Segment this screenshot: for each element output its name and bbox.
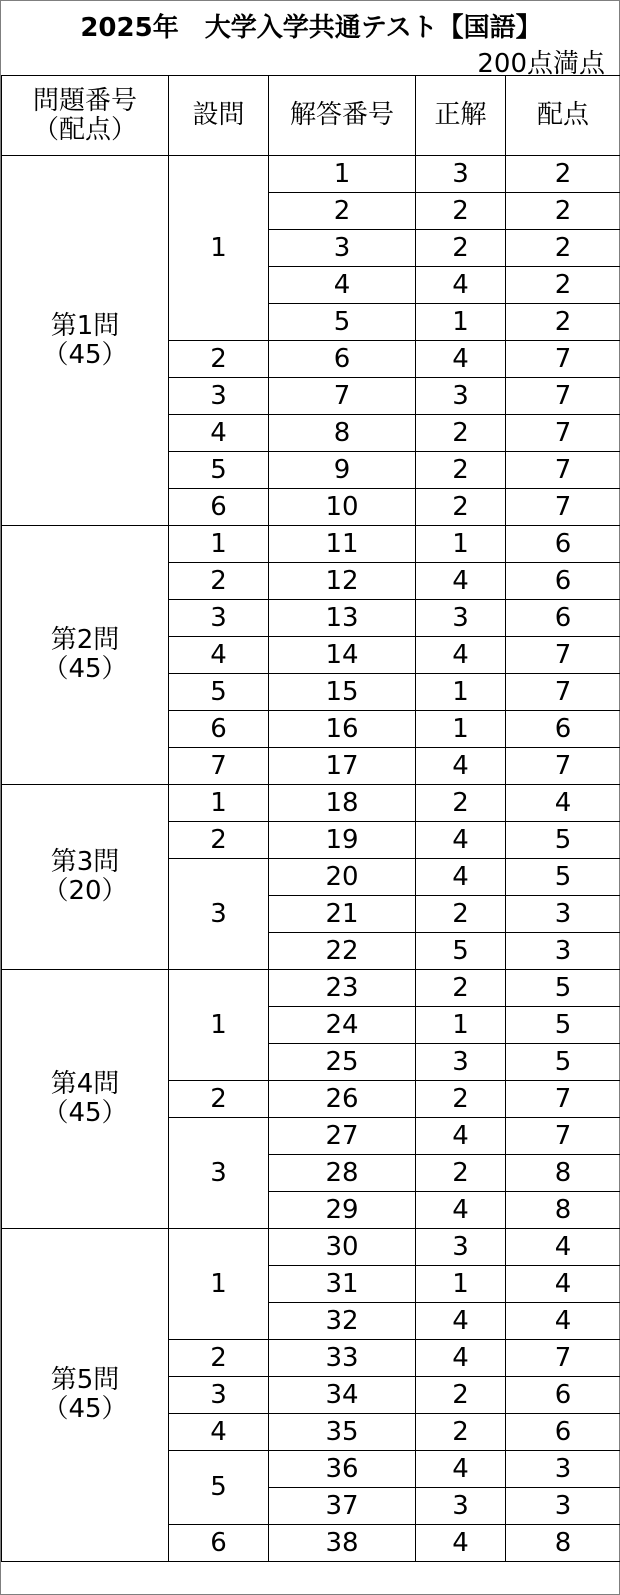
answer-number-cell: 24 (269, 1007, 416, 1044)
answer-number-cell: 2 (269, 193, 416, 230)
points-cell: 2 (506, 304, 620, 341)
setsumon-cell: 5 (169, 452, 269, 489)
setsumon-cell: 6 (169, 711, 269, 748)
correct-answer-cell: 4 (416, 859, 506, 896)
answer-number-cell: 35 (269, 1414, 416, 1451)
setsumon-cell: 7 (169, 748, 269, 785)
answer-number-cell: 7 (269, 378, 416, 415)
setsumon-cell: 3 (169, 1118, 269, 1229)
setsumon-cell: 1 (169, 970, 269, 1081)
answer-number-cell: 32 (269, 1303, 416, 1340)
answer-number-cell: 23 (269, 970, 416, 1007)
answer-number-cell: 20 (269, 859, 416, 896)
correct-answer-cell: 2 (416, 415, 506, 452)
points-cell: 7 (506, 415, 620, 452)
correct-answer-cell: 4 (416, 341, 506, 378)
correct-answer-cell: 4 (416, 267, 506, 304)
answer-number-cell: 10 (269, 489, 416, 526)
setsumon-cell: 3 (169, 859, 269, 970)
answer-number-cell: 16 (269, 711, 416, 748)
setsumon-cell: 1 (169, 156, 269, 341)
points-cell: 6 (506, 711, 620, 748)
setsumon-cell: 4 (169, 637, 269, 674)
points-cell: 5 (506, 1007, 620, 1044)
points-cell: 6 (506, 526, 620, 563)
setsumon-cell: 3 (169, 1377, 269, 1414)
answer-number-cell: 13 (269, 600, 416, 637)
answer-number-cell: 34 (269, 1377, 416, 1414)
points-cell: 7 (506, 489, 620, 526)
column-header-question (2, 76, 169, 156)
answer-number-cell: 8 (269, 415, 416, 452)
setsumon-cell: 5 (169, 1451, 269, 1525)
setsumon-cell: 3 (169, 378, 269, 415)
correct-answer-cell: 2 (416, 1155, 506, 1192)
correct-answer-cell: 4 (416, 1525, 506, 1562)
points-cell: 4 (506, 785, 620, 822)
points-cell: 7 (506, 1118, 620, 1155)
setsumon-cell: 2 (169, 341, 269, 378)
answer-number-cell: 21 (269, 896, 416, 933)
correct-answer-cell: 2 (416, 193, 506, 230)
answer-number-cell: 17 (269, 748, 416, 785)
answer-number-cell: 6 (269, 341, 416, 378)
answer-number-cell: 33 (269, 1340, 416, 1377)
correct-answer-cell: 3 (416, 1488, 506, 1525)
question-points: （45） (42, 339, 128, 370)
correct-answer-cell: 4 (416, 1340, 506, 1377)
question-points: （20） (42, 876, 128, 906)
answer-number-cell: 25 (269, 1044, 416, 1081)
points-cell: 3 (506, 933, 620, 970)
correct-answer-cell: 4 (416, 1451, 506, 1488)
points-cell: 7 (506, 748, 620, 785)
column-header-points: 配点 (506, 76, 620, 156)
correct-answer-cell: 2 (416, 896, 506, 933)
correct-answer-cell: 1 (416, 1266, 506, 1303)
points-cell: 2 (506, 193, 620, 230)
correct-answer-cell: 4 (416, 637, 506, 674)
table-row (2, 1229, 620, 1266)
answer-number-cell: 3 (269, 230, 416, 267)
answer-number-cell: 5 (269, 304, 416, 341)
table-row (2, 526, 620, 563)
setsumon-cell: 3 (169, 600, 269, 637)
question-label: 第1問 (50, 310, 120, 341)
correct-answer-cell: 3 (416, 156, 506, 193)
page-title: 2025年 大学入学共通テスト【国語】 (80, 13, 542, 43)
answer-number-cell: 11 (269, 526, 416, 563)
setsumon-cell: 2 (169, 1081, 269, 1118)
answer-table-body (2, 156, 620, 1562)
answer-number-cell: 31 (269, 1266, 416, 1303)
correct-answer-cell: 1 (416, 304, 506, 341)
column-header-question-label: 問題番号 (32, 85, 137, 116)
points-cell: 8 (506, 1155, 620, 1192)
setsumon-cell: 2 (169, 1340, 269, 1377)
points-cell: 2 (506, 267, 620, 304)
correct-answer-cell: 3 (416, 1044, 506, 1081)
answer-table (1, 75, 620, 1562)
points-cell: 7 (506, 1340, 620, 1377)
answer-number-cell: 29 (269, 1192, 416, 1229)
correct-answer-cell: 2 (416, 785, 506, 822)
question-label: 第4問 (50, 1069, 120, 1100)
points-cell: 5 (506, 970, 620, 1007)
answer-number-cell: 26 (269, 1081, 416, 1118)
question-label: 第5問 (50, 1365, 120, 1396)
correct-answer-cell: 4 (416, 1192, 506, 1229)
question-points: （45） (42, 654, 128, 684)
question-number-cell (2, 785, 169, 970)
table-row (2, 785, 620, 822)
points-cell: 2 (506, 230, 620, 267)
column-header-correct: 正解 (416, 76, 506, 156)
answer-number-cell: 38 (269, 1525, 416, 1562)
points-cell: 6 (506, 563, 620, 600)
correct-answer-cell: 2 (416, 1414, 506, 1451)
correct-answer-cell: 4 (416, 748, 506, 785)
question-points: （45） (42, 1098, 128, 1128)
setsumon-cell: 4 (169, 1414, 269, 1451)
setsumon-cell: 2 (169, 563, 269, 600)
answer-number-cell: 27 (269, 1118, 416, 1155)
answer-number-cell: 14 (269, 637, 416, 674)
total-score-label: 200点満点 (477, 49, 605, 79)
question-number-cell (2, 156, 169, 526)
points-cell: 6 (506, 1414, 620, 1451)
points-cell: 5 (506, 1044, 620, 1081)
correct-answer-cell: 4 (416, 1118, 506, 1155)
correct-answer-cell: 2 (416, 1081, 506, 1118)
answer-number-cell: 22 (269, 933, 416, 970)
points-cell: 7 (506, 452, 620, 489)
points-cell: 3 (506, 1451, 620, 1488)
correct-answer-cell: 1 (416, 674, 506, 711)
answer-number-cell: 1 (269, 156, 416, 193)
correct-answer-cell: 1 (416, 1007, 506, 1044)
points-cell: 7 (506, 341, 620, 378)
points-cell: 6 (506, 1377, 620, 1414)
correct-answer-cell: 1 (416, 711, 506, 748)
column-header-answer-number: 解答番号 (269, 76, 416, 156)
answer-number-cell: 15 (269, 674, 416, 711)
question-label: 第3問 (50, 847, 120, 878)
setsumon-cell: 5 (169, 674, 269, 711)
setsumon-cell: 6 (169, 1525, 269, 1562)
points-cell: 7 (506, 637, 620, 674)
correct-answer-cell: 2 (416, 970, 506, 1007)
points-cell: 8 (506, 1192, 620, 1229)
answer-number-cell: 4 (269, 267, 416, 304)
setsumon-cell: 4 (169, 415, 269, 452)
points-cell: 3 (506, 1488, 620, 1525)
points-cell: 7 (506, 674, 620, 711)
table-row (2, 156, 620, 193)
correct-answer-cell: 3 (416, 600, 506, 637)
correct-answer-cell: 2 (416, 452, 506, 489)
question-label: 第2問 (50, 625, 120, 656)
correct-answer-cell: 3 (416, 378, 506, 415)
question-number-cell (2, 526, 169, 785)
column-header-question-points: （配点） (32, 114, 137, 145)
answer-number-cell: 19 (269, 822, 416, 859)
answer-number-cell: 9 (269, 452, 416, 489)
correct-answer-cell: 4 (416, 822, 506, 859)
points-cell: 2 (506, 156, 620, 193)
setsumon-cell: 1 (169, 526, 269, 563)
correct-answer-cell: 2 (416, 230, 506, 267)
setsumon-cell: 6 (169, 489, 269, 526)
table-row (2, 970, 620, 1007)
setsumon-cell: 2 (169, 822, 269, 859)
points-cell: 6 (506, 600, 620, 637)
correct-answer-cell: 5 (416, 933, 506, 970)
correct-answer-cell: 2 (416, 1377, 506, 1414)
column-header-setsumon: 設問 (169, 76, 269, 156)
points-cell: 7 (506, 1081, 620, 1118)
question-number-cell (2, 970, 169, 1229)
points-cell: 7 (506, 378, 620, 415)
correct-answer-cell: 4 (416, 563, 506, 600)
answer-number-cell: 30 (269, 1229, 416, 1266)
question-points: （45） (42, 1394, 128, 1424)
points-cell: 4 (506, 1229, 620, 1266)
correct-answer-cell: 1 (416, 526, 506, 563)
correct-answer-cell: 4 (416, 1303, 506, 1340)
points-cell: 4 (506, 1303, 620, 1340)
question-number-cell (2, 1229, 169, 1562)
setsumon-cell: 1 (169, 785, 269, 822)
answer-number-cell: 28 (269, 1155, 416, 1192)
correct-answer-cell: 2 (416, 489, 506, 526)
points-cell: 4 (506, 1266, 620, 1303)
answer-number-cell: 36 (269, 1451, 416, 1488)
table-header-row (2, 76, 620, 156)
points-cell: 5 (506, 859, 620, 896)
points-cell: 3 (506, 896, 620, 933)
correct-answer-cell: 3 (416, 1229, 506, 1266)
answer-number-cell: 37 (269, 1488, 416, 1525)
points-cell: 5 (506, 822, 620, 859)
answer-number-cell: 12 (269, 563, 416, 600)
setsumon-cell: 1 (169, 1229, 269, 1340)
points-cell: 8 (506, 1525, 620, 1562)
answer-number-cell: 18 (269, 785, 416, 822)
